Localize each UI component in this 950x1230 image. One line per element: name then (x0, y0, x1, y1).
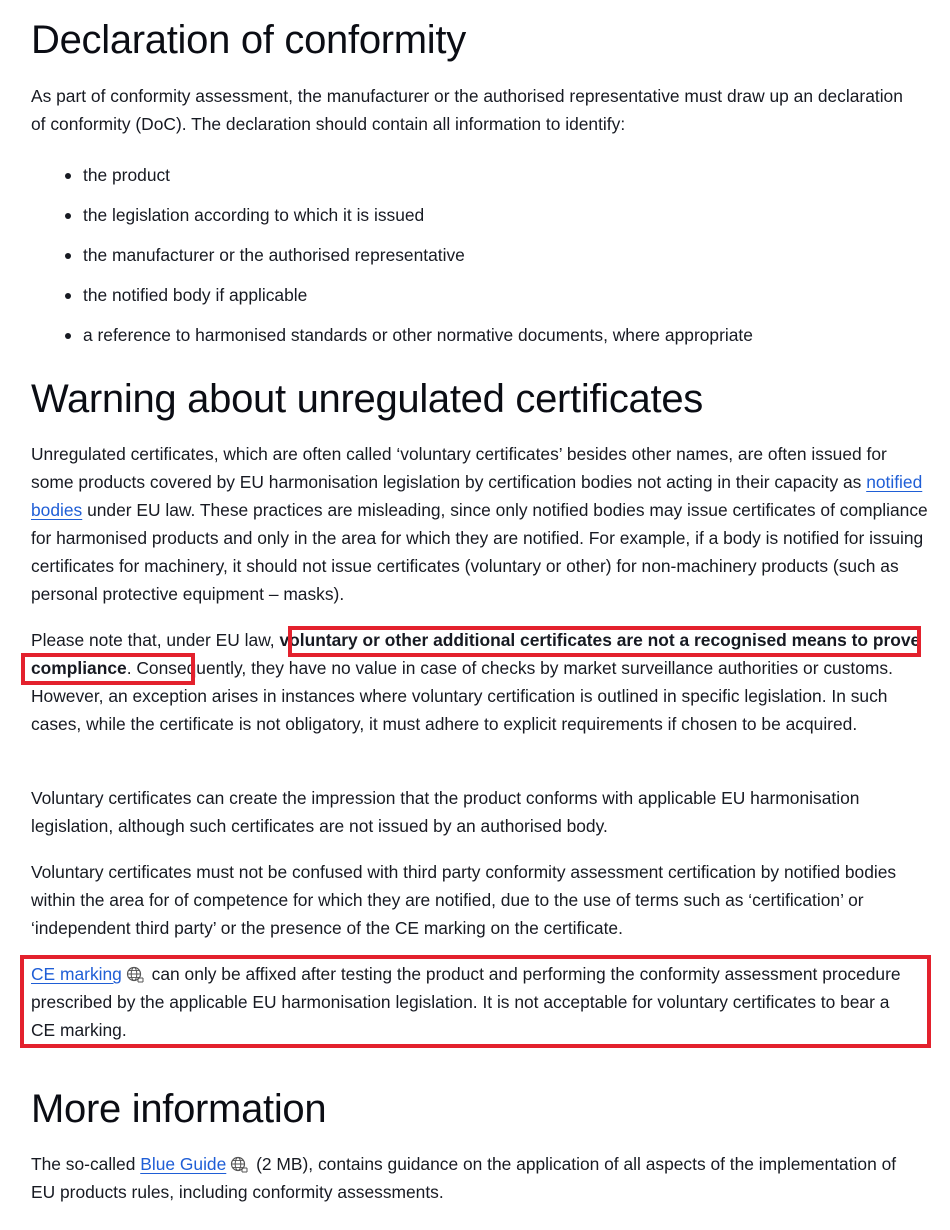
warning-p2-text-end: . Consequently, they have no value in case of checks by market surveillance authorities or customs. However, an exception arises in instances where voluntary certification is outlined in specific legislation. In such cases, while the certificate is not obligatory, it must adhere to explicit requirements if chosen to be acquired. (31, 658, 893, 734)
ce-marking-link[interactable]: CE marking (31, 964, 122, 984)
more-information-paragraph (31, 1150, 911, 1206)
warning-paragraph-2 (31, 626, 931, 738)
recognised-means-bold-text: voluntary or other additional certificates are not a recognised means to prove compliance (31, 630, 921, 678)
heading-warning-unregulated-certificates: Warning about unregulated certificates (31, 377, 703, 421)
external-globe-icon (125, 963, 145, 981)
list-item: the product (31, 161, 753, 201)
declaration-items-list (31, 161, 753, 361)
more-p1-text-end: (2 MB), contains guidance on the application of all aspects of the implementation of EU products rules, including conformity assessments. (31, 1154, 897, 1202)
warning-p2-text-start: Please note that, under EU law, (31, 630, 280, 650)
notified-bodies-link[interactable]: notified bodies (31, 472, 923, 520)
warning-p1-text-start: Unregulated certificates, which are often called ‘voluntary certificates’ besides other names, are often issued for some products covered by EU harmonisation legislation by certification bodies not acting in their capacity as (31, 444, 887, 492)
blue-guide-link[interactable]: Blue Guide (140, 1154, 227, 1174)
list-item: the notified body if applicable (31, 281, 753, 321)
heading-more-information: More information (31, 1087, 327, 1131)
list-item: a reference to harmonised standards or other normative documents, where appropriate (31, 321, 753, 361)
warning-paragraph-1 (31, 440, 931, 608)
warning-paragraph-3: Voluntary certificates can create the impression that the product conforms with applicable EU harmonisation legislation, although such certificates are not issued by an authorised body. (31, 788, 860, 836)
declaration-intro-paragraph: As part of conformity assessment, the manufacturer or the authorised representative must draw up an declaration of conformity (DoC). The declaration should contain all information to identify: (31, 86, 903, 134)
warning-p5-text: can only be affixed after testing the product and performing the conformity assessment procedure prescribed by the applicable EU harmonisation legislation. It is not acceptable for voluntary certificates to bear a CE marking. (31, 964, 901, 1040)
warning-paragraph-5 (31, 960, 911, 1044)
heading-declaration-of-conformity: Declaration of conformity (31, 18, 466, 62)
warning-paragraph-4: Voluntary certificates must not be confused with third party conformity assessment certification by notified bodies within the area for of competence for which they are notified, due to the use of terms such as ‘certification’ or ‘independent third party’ or the presence of the CE marking on the certificate. (31, 862, 897, 938)
list-item: the legislation according to which it is issued (31, 201, 753, 241)
external-globe-icon (229, 1153, 249, 1171)
more-p1-text-start: The so-called (31, 1154, 141, 1174)
list-item: the manufacturer or the authorised representative (31, 241, 753, 281)
warning-p1-text-end: under EU law. These practices are misleading, since only notified bodies may issue certificates of compliance for harmonised products and only in the area for which they are notified. For example, if a body is notified for issuing certificates for machinery, it should not issue certificates (voluntary or other) for non-machinery products (such as personal protective equipment – masks). (31, 500, 928, 604)
